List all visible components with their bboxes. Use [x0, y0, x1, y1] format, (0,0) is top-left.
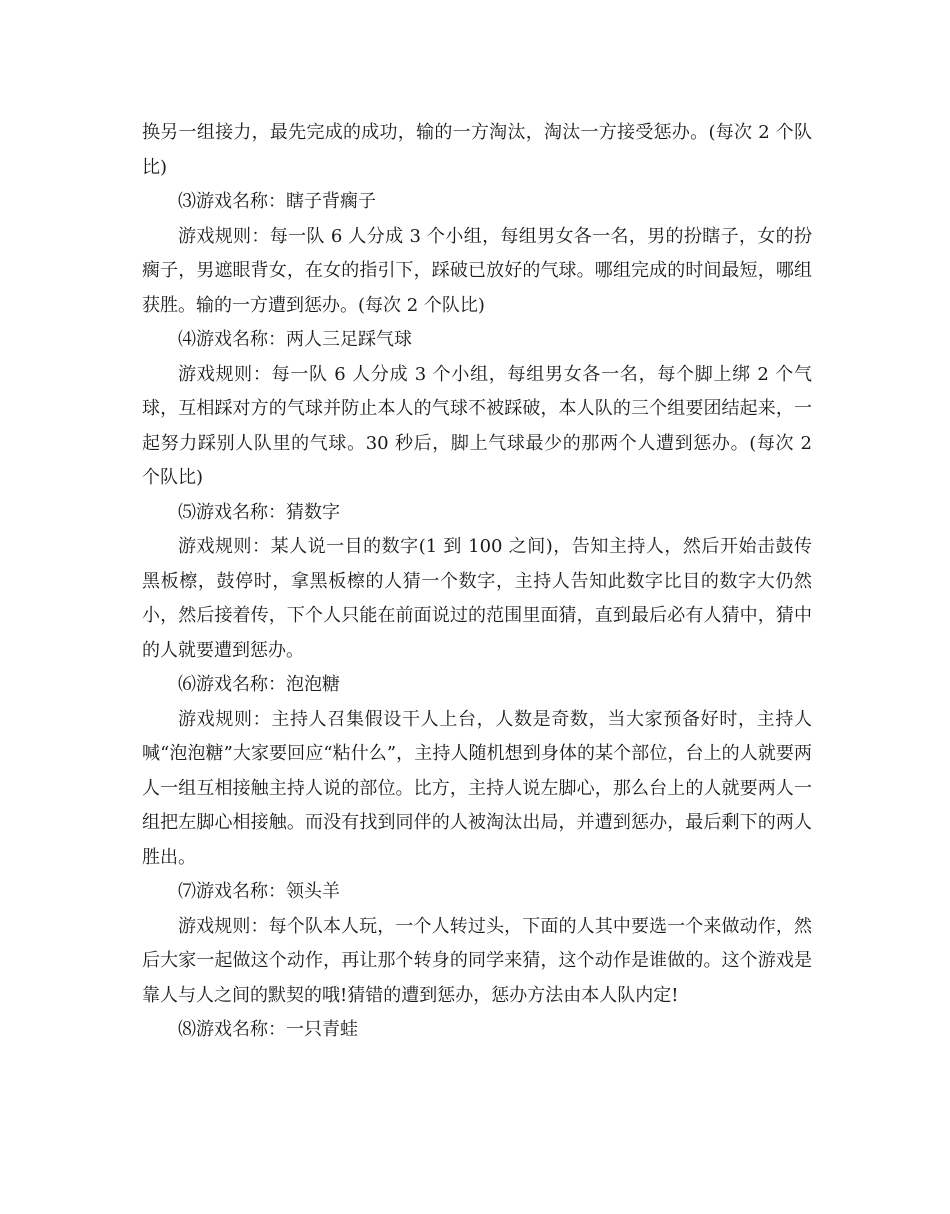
- game-heading-4: ⑷游戏名称：两人三足踩气球: [178, 329, 412, 350]
- game-heading-7: ⑺游戏名称：领头羊: [178, 881, 340, 902]
- game-rules-5: 游戏规则：某人说一目的数字(1 到 100 之间)，告知主持人，然后开始击鼓传黑板檫，鼓停时，拿黑板檫的人猜一个数字，主持人告知此数字比目的数字大仍然小，然后接着传，下个人只能在前面说过的范围里面猜，直到最后必有人猜中，猜中的人就要遭到惩办。: [142, 536, 812, 661]
- game-rules-7: 游戏规则：每个队本人玩，一个人转过头，下面的人其中要选一个来做动作，然后大家一起做这个动作，再让那个转身的同学来猜，这个动作是谁做的。这个游戏是靠人与人之间的默契的哦!猜错的遭到惩办，惩办方法由本人队内定!: [142, 915, 812, 1006]
- game-rules-6: 游戏规则：主持人召集假设干人上台，人数是奇数，当大家预备好时，主持人喊“泡泡糖”大家要回应“粘什么”，主持人随机想到身体的某个部位，台上的人就要两人一组互相接触主持人说的部位。比方，主持人说左脚心，那么台上的人就要两人一组把左脚心相接触。而没有找到同伴的人被淘汰出局，并遭到惩办，最后剩下的两人胜出。: [142, 708, 812, 868]
- game-heading-8: ⑻游戏名称：一只青蛙: [178, 1019, 358, 1040]
- game-heading-3: ⑶游戏名称：瞎子背瘸子: [178, 191, 376, 212]
- document-body: [142, 116, 812, 1048]
- paragraph-relay-continuation: 换另一组接力，最先完成的成功，输的一方淘汰，淘汰一方接受惩办。(每次 2 个队比): [142, 122, 812, 178]
- game-heading-5: ⑸游戏名称：猜数字: [178, 501, 340, 523]
- game-rules-4: 游戏规则：每一队 6 人分成 3 个小组，每组男女各一名，每个脚上绑 2 个气球，互相踩对方的气球并防止本人的气球不被踩破，本人队的三个组要团结起来，一起努力踩别人队里的气球。30 秒后，脚上气球最少的那两个人遭到惩办。(每次 2 个队比): [142, 363, 812, 488]
- game-heading-6: ⑹游戏名称：泡泡糖: [178, 674, 340, 695]
- game-rules-3: 游戏规则：每一队 6 人分成 3 个小组，每组男女各一名，男的扮瞎子，女的扮瘸子，男遮眼背女，在女的指引下，踩破已放好的气球。哪组完成的时间最短，哪组获胜。输的一方遭到惩办。(每次 2 个队比): [142, 225, 812, 316]
